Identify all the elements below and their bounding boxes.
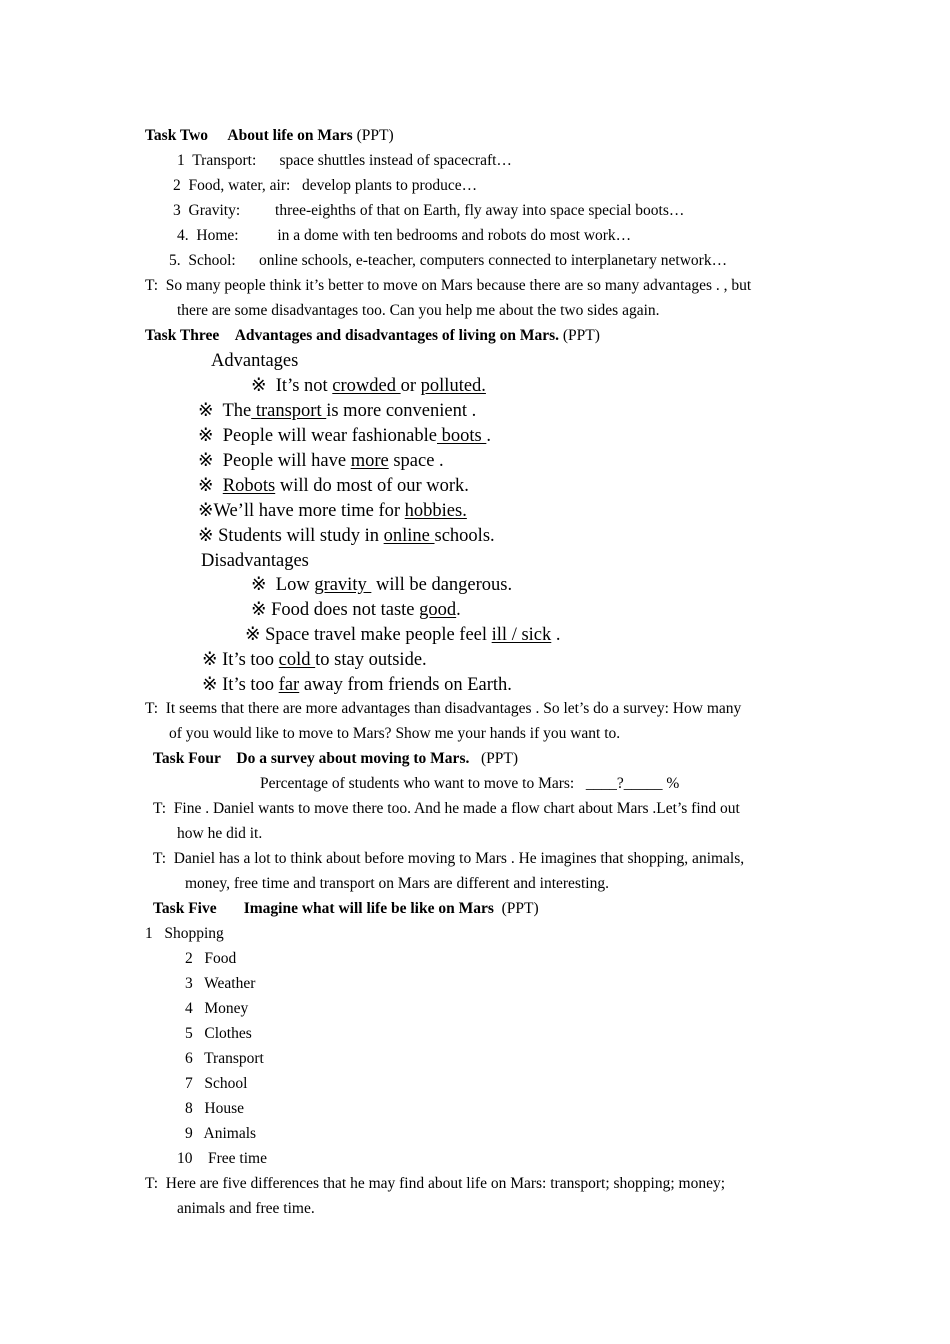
disadvantage-item: ※ Food does not taste good. [251, 600, 461, 620]
list-item: 2 Food, water, air: develop plants to produce… [173, 177, 478, 194]
list-item: 4. Home: in a dome with ten bedrooms and robots do most work… [177, 227, 632, 244]
advantages-title: Advantages [211, 351, 299, 371]
advantage-item: ※ Robots will do most of our work. [198, 476, 469, 496]
teacher-line: T: Fine . Daniel wants to move there too. And he made a flow chart about Mars .Let’s find out [153, 800, 740, 817]
task-three-title: Advantages and disadvantages of living on Mars. [234, 327, 559, 344]
teacher-line-continued: of you would like to move to Mars? Show me your hands if you want to. [169, 725, 621, 742]
task-three-heading-line [145, 326, 600, 346]
list-item: 9 Animals [185, 1125, 257, 1142]
teacher-line-continued: money, free time and transport on Mars are different and interesting. [185, 875, 609, 892]
survey-line [260, 774, 679, 794]
task-four-heading-line [153, 749, 518, 769]
list-item: 5. School: online schools, e-teacher, computers connected to interplanetary network… [169, 252, 728, 269]
advantage-item: ※ People will have more space . [198, 451, 444, 471]
list-item: 4 Money [185, 1000, 249, 1017]
task-five-heading-line [153, 899, 539, 919]
list-item: 3 Weather [185, 975, 256, 992]
list-item: 1 Shopping [145, 925, 224, 942]
task-two-tag: (PPT) [356, 127, 394, 144]
disadvantage-item: ※ It’s too far away from friends on Earth. [202, 675, 512, 695]
list-item: 10 Free time [177, 1150, 267, 1167]
disadvantage-item: ※ It’s too cold to stay outside. [202, 650, 427, 670]
survey-blank: ____?_____ % [585, 775, 680, 792]
list-item: 6 Transport [185, 1050, 264, 1067]
teacher-line: T: It seems that there are more advantages than disadvantages . So let’s do a survey: How many [145, 700, 742, 717]
advantage-item: ※ The transport is more convenient . [198, 401, 477, 421]
teacher-line: T: Daniel has a lot to think about before moving to Mars . He imagines that shopping, animals, [153, 850, 745, 867]
teacher-line-continued: how he did it. [177, 825, 263, 842]
disadvantage-item: ※ Low gravity will be dangerous. [251, 575, 513, 595]
survey-label: Percentage of students who want to move to Mars: [260, 775, 575, 792]
disadvantage-item: ※ Space travel make people feel ill / sick . [245, 625, 561, 645]
task-two-heading-line [145, 126, 394, 146]
list-item: 8 House [185, 1100, 244, 1117]
task-five-tag: (PPT) [501, 900, 539, 917]
task-three-label: Task Three [145, 327, 220, 344]
list-item: 7 School [185, 1075, 248, 1092]
task-five-title: Imagine what will life be like on Mars [243, 900, 494, 917]
task-two-label: Task Two [145, 127, 209, 144]
advantage-item: ※ It’s not crowded or polluted. [251, 376, 486, 396]
list-item: 3 Gravity: three-eighths of that on Earth, fly away into space special boots… [173, 202, 685, 219]
advantage-item: ※ People will wear fashionable boots . [198, 426, 491, 446]
task-five-label: Task Five [153, 900, 217, 917]
teacher-line-continued: animals and free time. [177, 1200, 315, 1217]
list-item: 1 Transport: space shuttles instead of spacecraft… [177, 152, 512, 169]
list-item: 5 Clothes [185, 1025, 252, 1042]
advantage-item: ※We’ll have more time for hobbies. [198, 501, 467, 521]
task-four-tag: (PPT) [480, 750, 519, 767]
advantage-item: ※ Students will study in online schools. [198, 526, 495, 546]
disadvantages-title: Disadvantages [201, 551, 309, 571]
teacher-line: T: Here are five differences that he may find about life on Mars: transport; shopping; money; [145, 1175, 726, 1192]
list-item: 2 Food [185, 950, 237, 967]
teacher-line-continued: there are some disadvantages too. Can you help me about the two sides again. [177, 302, 660, 319]
teacher-line: T: So many people think it’s better to move on Mars because there are so many advantages . , but [145, 277, 752, 294]
task-four-label: Task Four [153, 750, 221, 767]
task-three-tag: (PPT) [562, 327, 600, 344]
task-four-title: Do a survey about moving to Mars. [236, 750, 470, 767]
task-two-title: About life on Mars [227, 127, 353, 144]
